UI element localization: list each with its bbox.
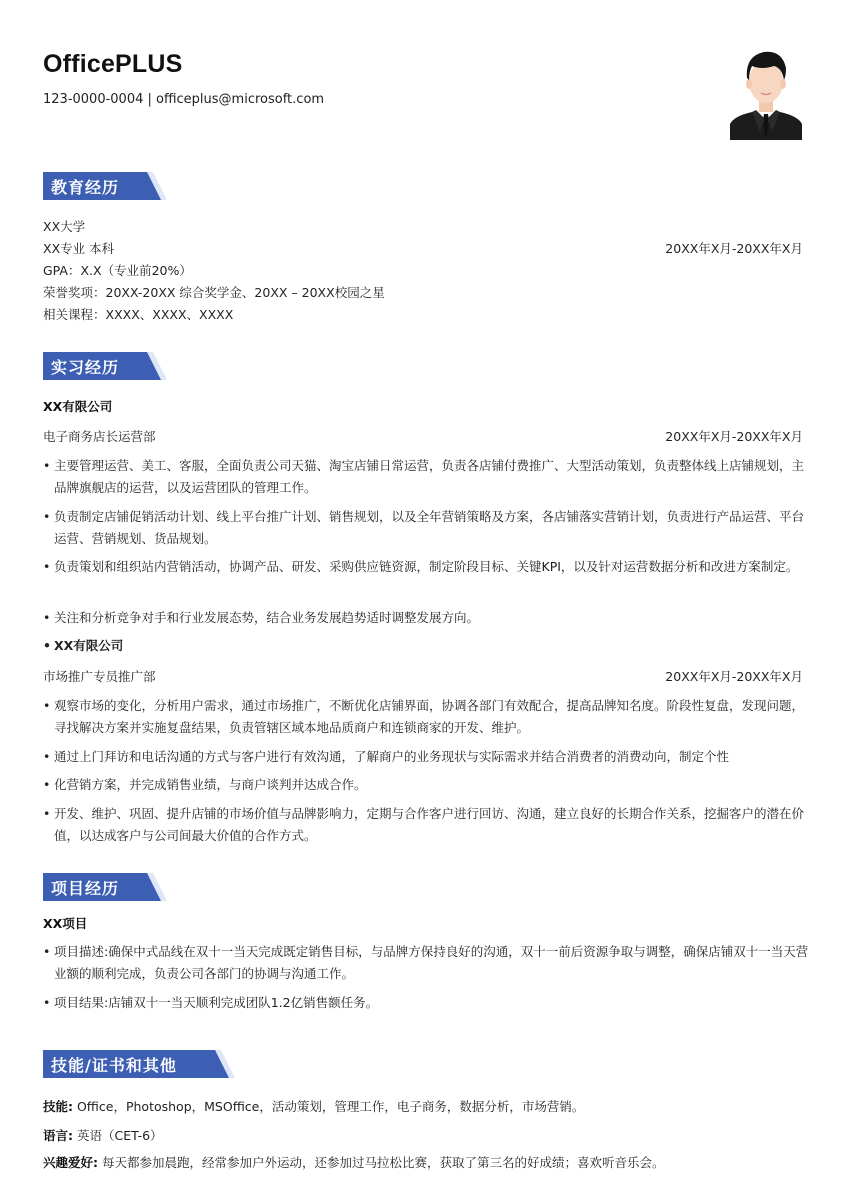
hobby-row	[43, 1154, 803, 1172]
job-role: 电子商务店长运营部	[43, 429, 156, 444]
major: XX专业 本科	[43, 241, 115, 256]
education-date: 20XX年X月-20XX年X月	[665, 241, 803, 256]
section-title: 技能/证书和其他	[51, 1056, 177, 1075]
avatar-icon	[730, 46, 802, 140]
list-item: • 项目结果:店铺双十一当天顺利完成团队1.2亿销售额任务。	[43, 992, 813, 1014]
hobby-label: 兴趣爱好:	[43, 1155, 98, 1170]
gpa: GPA：X.X（专业前20%）	[43, 263, 192, 278]
list-item: • 化营销方案，并完成销售业绩，与商户谈判并达成合作。	[43, 774, 813, 796]
list-item: • 通过上门拜访和电话沟通的方式与客户进行有效沟通，了解商户的业务现状与实际需求并结合消费者的消费动向，制定个性	[43, 746, 813, 768]
list-item: • 观察市场的变化，分析用户需求，通过市场推广，不断优化店铺界面，协调各部门有效配合，提高品牌知名度。阶段性复盘，发现问题，寻找解决方案并实施复盘结果，负责管辖区域本地品质商户和连锁商家的开发、维护。	[43, 695, 813, 739]
skills-row	[43, 1098, 803, 1116]
contact-info: 123-0000-0004 | officeplus@microsoft.com	[43, 92, 325, 107]
section-title: 实习经历	[51, 358, 120, 377]
list-item: • 项目描述:确保中式品线在双十一当天完成既定销售目标，与品牌方保持良好的沟通，双十一前后资源争取与调整，确保店铺双十一当天营业额的顺利完成，负责公司各部门的协调与沟通工作。	[43, 941, 813, 985]
list-item: • 负责制定店铺促销活动计划、线上平台推广计划、销售规划，以及全年营销策略及方案，各店铺落实营销计划，负责进行产品运营、平台运营、营销规划、货品规划。	[43, 506, 813, 550]
section-title: 项目经历	[51, 879, 120, 898]
list-item: • 主要管理运营、美工、客服，全面负责公司天猫、淘宝店铺日常运营，负责各店铺付费推广、大型活动策划，负责整体线上店铺规划，主品牌旗舰店的运营，以及运营团队的管理工作。	[43, 455, 813, 499]
honors: 荣誉奖项：20XX-20XX 综合奖学金、20XX – 20XX校园之星	[43, 285, 385, 300]
section-title: 教育经历	[51, 178, 120, 197]
job-row	[43, 428, 803, 446]
skills-value: Office，Photoshop，MSOffice，活动策划，管理工作，电子商务，数据分析，市场营销。	[73, 1099, 585, 1114]
language-label: 语言:	[43, 1128, 73, 1143]
education-row	[43, 240, 803, 258]
school-name: XX大学	[43, 219, 86, 234]
skills-label: 技能:	[43, 1099, 73, 1114]
list-item: • 开发、维护、巩固、提升店铺的市场价值与品牌影响力，定期与合作客户进行回访、沟通，建立良好的长期合作关系，挖掘客户的潜在价值，以达成客户与公司间最大价值的合作方式。	[43, 803, 813, 847]
courses: 相关课程：XXXX、XXXX、XXXX	[43, 307, 234, 322]
job-role: 市场推广专员推广部	[43, 669, 156, 684]
list-item: • 关注和分析竞争对手和行业发展态势，结合业务发展趋势适时调整发展方向。	[43, 607, 813, 629]
hobby-value: 每天都参加晨跑，经常参加户外运动，还参加过马拉松比赛，获取了第三名的好成绩；喜欢听音乐会。	[98, 1155, 665, 1170]
job-date: 20XX年X月-20XX年X月	[665, 429, 803, 444]
project-name: XX项目	[43, 916, 88, 931]
company-name: • XX有限公司	[43, 635, 813, 657]
candidate-name: OfficePLUS	[43, 50, 183, 78]
job-date: 20XX年X月-20XX年X月	[665, 669, 803, 684]
list-item: • 负责策划和组织站内营销活动，协调产品、研发、采购供应链资源，制定阶段目标、关键KPI，以及针对运营数据分析和改进方案制定。	[43, 556, 813, 578]
language-row	[43, 1127, 803, 1145]
job-row	[43, 668, 803, 686]
language-value: 英语（CET-6）	[73, 1128, 163, 1143]
company-name: XX有限公司	[43, 399, 113, 414]
